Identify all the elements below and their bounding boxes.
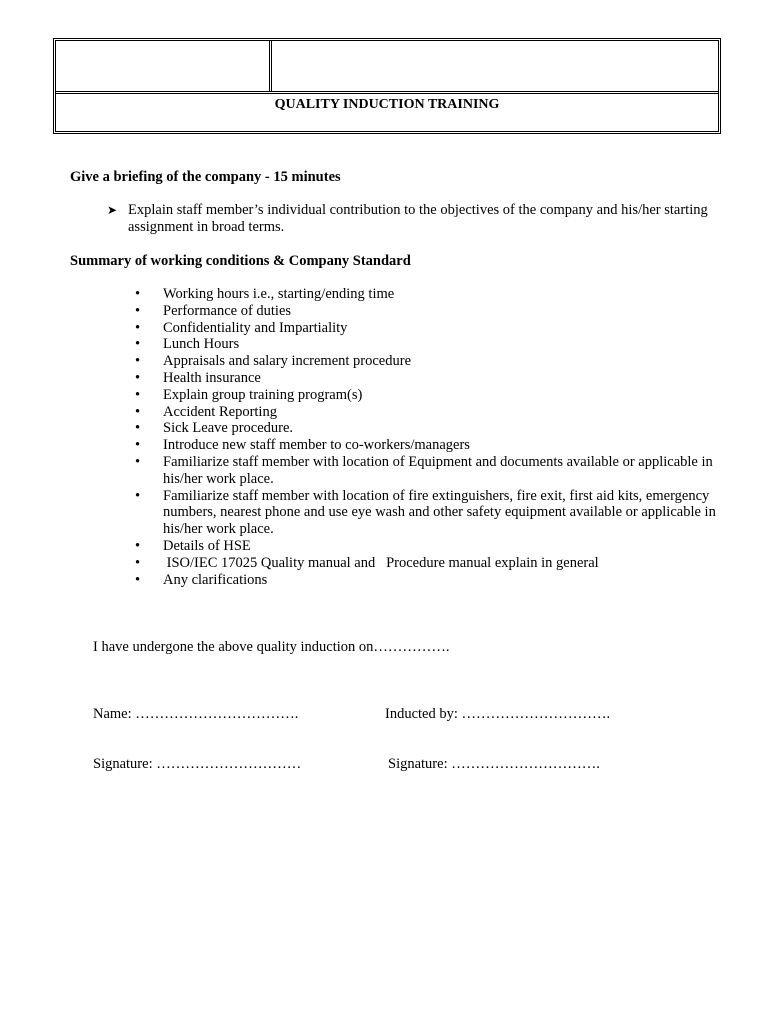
- bullet-icon: •: [135, 369, 141, 386]
- list-item: • Working hours i.e., starting/ending time: [135, 286, 395, 302]
- list-item: • Familiarize staff member with location of fire extinguishers, fire exit, first aid kits, emergency numbers, nearest phone and use eye wash and other safety equipment available or applicable in his/her work place.: [135, 487, 716, 538]
- bullet-icon: •: [135, 302, 141, 319]
- list-item: • Familiarize staff member with location of Equipment and documents available or applicable in his/her work place.: [135, 453, 713, 487]
- bullet-icon: •: [135, 286, 141, 302]
- signature-right-field: Signature: ………………………….: [388, 756, 600, 772]
- summary-list: [135, 286, 755, 588]
- bullet-icon: •: [135, 403, 141, 420]
- header-table: [53, 38, 721, 134]
- bullet-icon: •: [135, 487, 141, 504]
- list-item: • Performance of duties: [135, 302, 292, 319]
- list-item: • Lunch Hours: [135, 336, 240, 353]
- list-item: • Details of HSE: [135, 537, 251, 554]
- briefing-heading: Give a briefing of the company - 15 minutes: [70, 169, 341, 185]
- list-item: • Health insurance: [135, 369, 261, 386]
- list-item: • Confidentiality and Impartiality: [135, 319, 348, 336]
- list-item: • Any clarifications: [135, 571, 268, 588]
- bullet-icon: •: [135, 353, 141, 370]
- list-item: • ISO/IEC 17025 Quality manual and Procedure manual explain in general: [135, 554, 599, 571]
- inducted-by-field: Inducted by: ………………………….: [385, 706, 611, 722]
- bullet-icon: •: [135, 537, 141, 554]
- list-item: • Sick Leave procedure.: [135, 420, 294, 437]
- list-item: • Appraisals and salary increment procedure: [135, 353, 412, 370]
- bullet-icon: •: [135, 420, 141, 437]
- name-field: Name: …………………………….: [93, 706, 299, 722]
- bullet-icon: •: [135, 319, 141, 336]
- header-cell-divider: [269, 41, 273, 91]
- bullet-icon: •: [135, 453, 141, 470]
- briefing-item: [107, 202, 727, 236]
- list-item: • Explain group training program(s): [135, 386, 363, 403]
- summary-heading: Summary of working conditions & Company Standard: [70, 253, 411, 269]
- declaration-text: I have undergone the above quality induction on…………….: [93, 639, 450, 655]
- list-item: • Accident Reporting: [135, 403, 277, 420]
- bullet-icon: •: [135, 386, 141, 403]
- briefing-item-text: Explain staff member’s individual contribution to the objectives of the company and his/her starting assignment in broad terms.: [128, 202, 708, 235]
- list-item: • Introduce new staff member to co-workers/managers: [135, 437, 470, 454]
- document-title: QUALITY INDUCTION TRAINING: [274, 97, 500, 112]
- bullet-icon: •: [135, 336, 141, 353]
- signature-left-field: Signature: …………………………: [93, 756, 302, 772]
- header-top-row: [56, 41, 718, 94]
- bullet-icon: •: [135, 571, 141, 588]
- bullet-icon: •: [135, 554, 141, 571]
- arrow-bullet-icon: ➤: [107, 203, 118, 217]
- bullet-icon: •: [135, 437, 141, 454]
